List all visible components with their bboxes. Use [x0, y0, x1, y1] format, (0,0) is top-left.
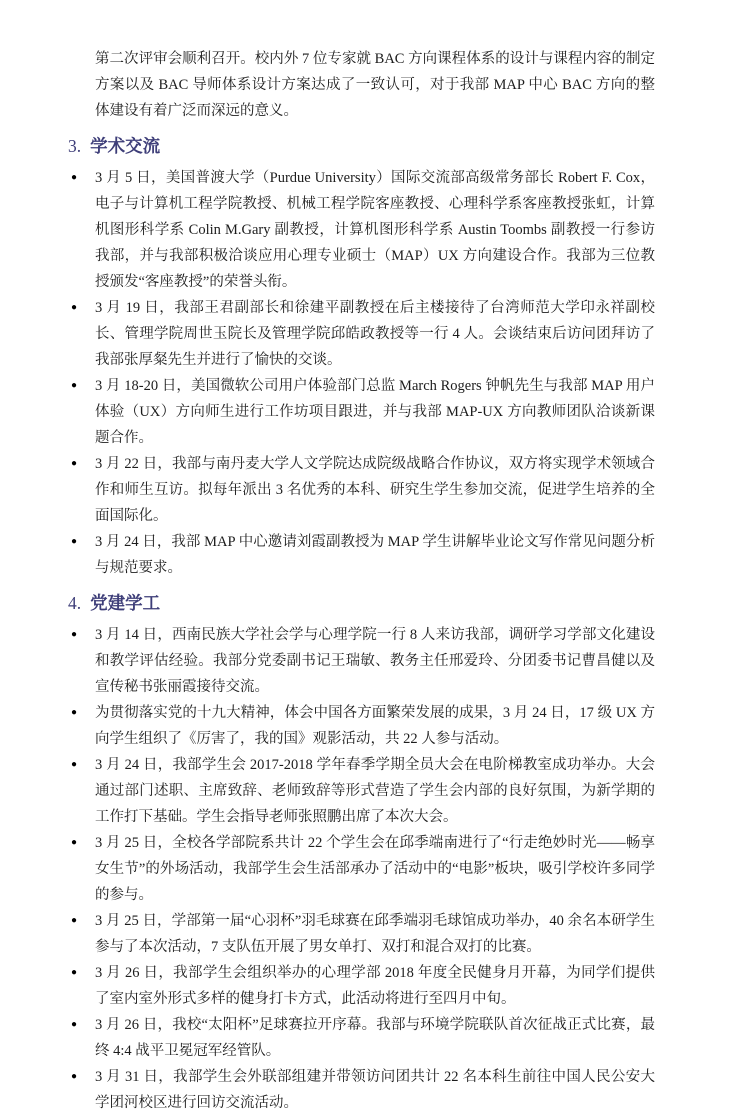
list-item-text: 3 月 14 日，西南民族大学社会学与心理学院一行 8 人来访我部，调研学习学部文化建设和教学评估经验。我部分党委副书记王瑞敏、教务主任邢爱玲、分团委书记曹昌健以及宣传秘书张丽霞接待交流。	[95, 627, 655, 695]
bullet-icon: ●	[71, 302, 78, 313]
bullet-icon: ●	[71, 1071, 78, 1082]
bullet-icon: ●	[71, 707, 78, 718]
bullet-list-academic-exchange	[68, 165, 655, 581]
list-item-text: 3 月 26 日，我校“太阳杯”足球赛拉开序幕。我部与环境学院联队首次征战正式比赛，最终 4:4 战平卫冕冠军经管队。	[95, 1017, 655, 1059]
list-item	[68, 529, 655, 581]
list-item-text: 3 月 22 日，我部与南丹麦大学人文学院达成院级战略合作协议，双方将实现学术领域合作和师生互访。拟每年派出 3 名优秀的本科、研究生学生参加交流，促进学生培养的全面国际化。	[95, 456, 655, 524]
list-item	[68, 700, 655, 752]
section-number: 4.	[68, 593, 82, 613]
list-item-text: 3 月 24 日，我部学生会 2017-2018 学年春季学期全员大会在电阶梯教室成功举办。大会通过部门述职、主席致辞、老师致辞等形式营造了学生会内部的良好氛围，为新学期的工作打下基础。学生会指导老师张照鹏出席了本次大会。	[95, 757, 655, 825]
list-item	[68, 295, 655, 373]
section-number: 3.	[68, 136, 82, 156]
section-title: 党建学工	[90, 593, 161, 613]
list-item	[68, 1012, 655, 1064]
bullet-icon: ●	[71, 458, 78, 469]
bullet-icon: ●	[71, 837, 78, 848]
list-item-text: 3 月 25 日，学部第一届“心羽杯”羽毛球赛在邱季端羽毛球馆成功举办，40 余名本研学生参与了本次活动，7 支队伍开展了男女单打、双打和混合双打的比赛。	[95, 913, 655, 955]
bullet-icon: ●	[71, 172, 78, 183]
list-item-text: 3 月 31 日，我部学生会外联部组建并带领访问团共计 22 名本科生前往中国人民公安大学团河校区进行回访交流活动。	[95, 1069, 655, 1111]
list-item	[68, 830, 655, 908]
list-item-text: 3 月 24 日，我部 MAP 中心邀请刘霞副教授为 MAP 学生讲解毕业论文写作常见问题分析与规范要求。	[95, 534, 655, 576]
list-item-text: 3 月 19 日，我部王君副部长和徐建平副教授在后主楼接待了台湾师范大学印永祥副校长、管理学院周世玉院长及管理学院邱皓政教授等一行 4 人。会谈结束后访问团拜访了我部张厚粲先生并进行了愉快的交谈。	[95, 300, 655, 368]
list-item	[68, 373, 655, 451]
list-item-text: 3 月 5 日，美国普渡大学（Purdue University）国际交流部高级常务部长 Robert F. Cox，电子与计算机工程学院教授、机械工程学院客座教授、心理科学系客座教授张虹，计算机图形科学系 Colin M.Gary 副教授，计算机图形科学系 Austin Toombs 副教授一行参访我部，并与我部积极洽谈应用心理专业硕士（MAP）UX 方向建设合作。我部为三位教授颁发“客座教授”的荣誉头衔。	[95, 170, 655, 290]
bullet-icon: ●	[71, 759, 78, 770]
list-item-text: 3 月 26 日，我部学生会组织举办的心理学部 2018 年度全民健身月开幕，为同学们提供了室内室外形式多样的健身打卡方式，此活动将进行至四月中旬。	[95, 965, 655, 1007]
list-item	[68, 622, 655, 700]
list-item	[68, 1064, 655, 1116]
bullet-icon: ●	[71, 380, 78, 391]
list-item	[68, 451, 655, 529]
list-item-text: 3 月 18-20 日，美国微软公司用户体验部门总监 March Rogers 钟帆先生与我部 MAP 用户体验（UX）方向师生进行工作坊项目跟进，并与我部 MAP-UX 方向教师团队洽谈新课题合作。	[95, 378, 655, 446]
bullet-list-party-student-work	[68, 622, 655, 1116]
list-item	[68, 960, 655, 1012]
list-item-text: 为贯彻落实党的十九大精神，体会中国各方面繁荣发展的成果，3 月 24 日，17 级 UX 方向学生组织了《厉害了，我的国》观影活动，共 22 人参与活动。	[95, 705, 655, 747]
bullet-icon: ●	[71, 629, 78, 640]
bullet-icon: ●	[71, 915, 78, 926]
section-heading-party-student-work	[68, 590, 655, 616]
bullet-icon: ●	[71, 1019, 78, 1030]
list-item	[68, 752, 655, 830]
bullet-icon: ●	[71, 967, 78, 978]
section-title: 学术交流	[90, 136, 161, 156]
intro-paragraph: 第二次评审会顺利召开。校内外 7 位专家就 BAC 方向课程体系的设计与课程内容的制定方案以及 BAC 导师体系设计方案达成了一致认可，对于我部 MAP 中心 BAC 方向的整体建设有着广泛而深远的意义。	[95, 51, 655, 119]
section-heading-academic-exchange	[68, 133, 655, 159]
bullet-icon: ●	[71, 536, 78, 547]
list-item-text: 3 月 25 日，全校各学部院系共计 22 个学生会在邱季端南进行了“行走绝妙时光——畅享女生节”的外场活动，我部学生会生活部承办了活动中的“电影”板块，吸引学校许多同学的参与。	[95, 835, 655, 903]
list-item	[68, 908, 655, 960]
list-item	[68, 165, 655, 295]
